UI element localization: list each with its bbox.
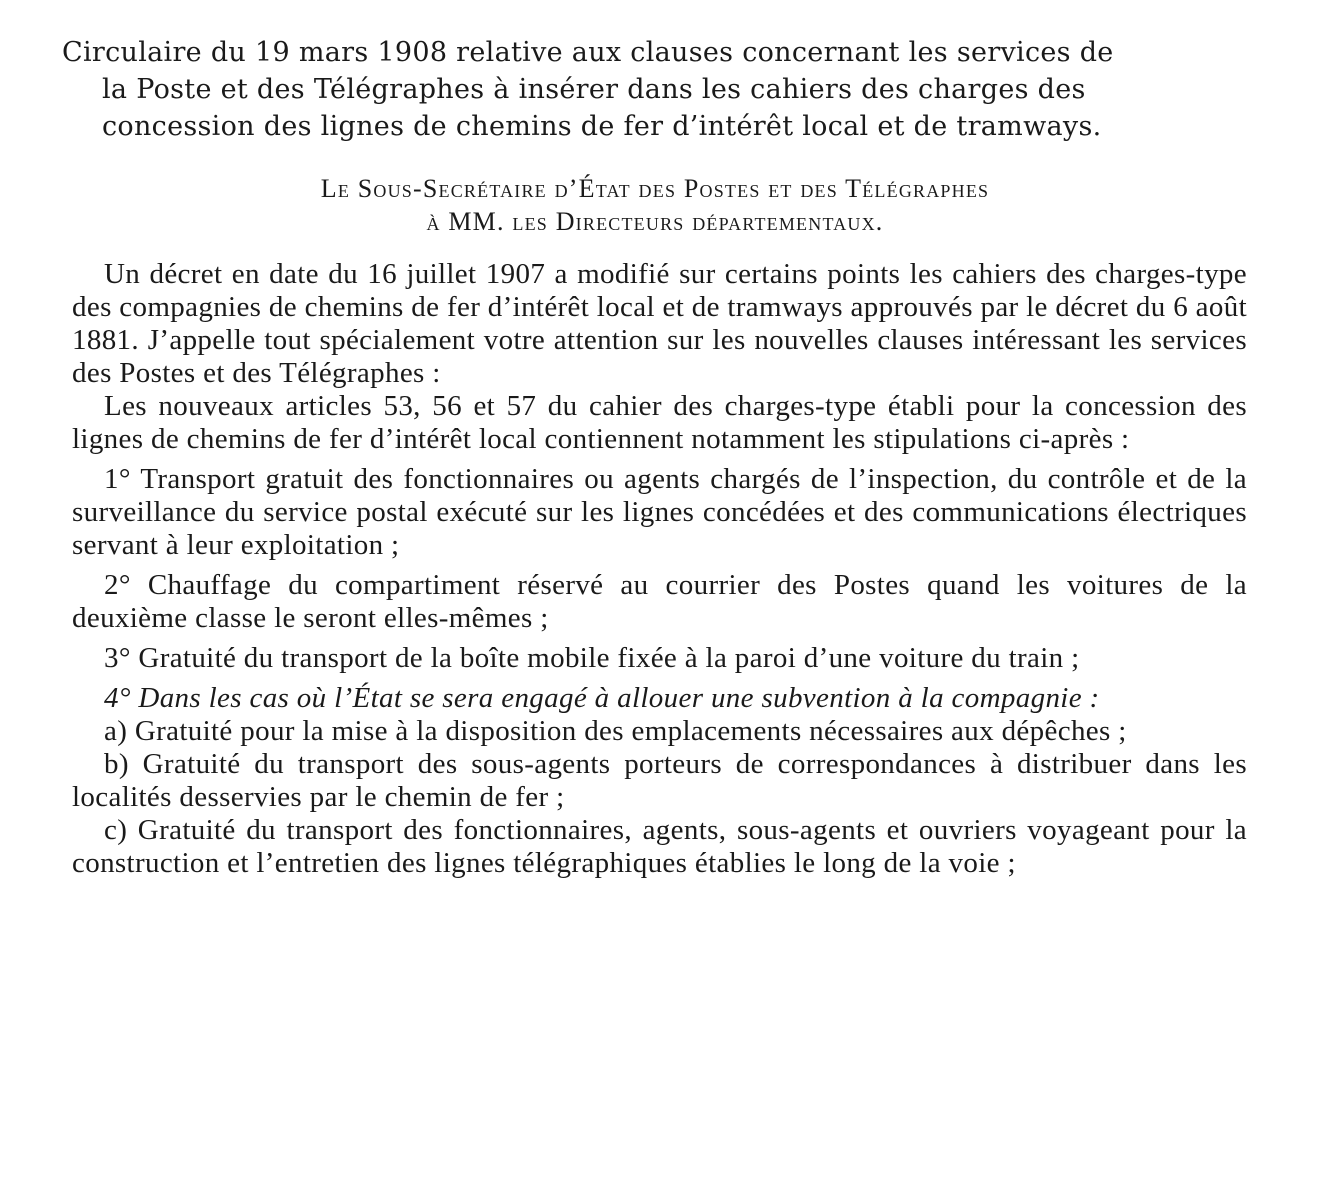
paragraph-decree: Un décret en date du 16 juillet 1907 a modifié sur certains points les cahiers des charges-type des compagnies de chemins de fer d’intérêt local et de tramways approuvés par le décret du 6 août 1881. J’appelle tout spécialement votre attention sur les nouvelles clauses intéressant les services des Postes et des Télégraphes : (72, 258, 1247, 389)
title-line-2: la Poste et des Télégraphes à insérer dans les cahiers des charges des (102, 74, 1086, 105)
addressee-block (0, 172, 1310, 238)
addressee-line-2: à MM. les Directeurs départementaux. (426, 207, 884, 236)
circular-body (72, 258, 1247, 880)
list-item-4: 4° Dans les cas où l’État se sera engagé à allouer une subvention à la compagnie : (104, 682, 1100, 714)
title-line-1: Circulaire du 19 mars 1908 relative aux clauses concernant les services de (62, 37, 1114, 68)
list-item-b: b) Gratuité du transport des sous-agents porteurs de correspondances à distribuer dans les localités desservies par le chemin de fer ; (72, 748, 1247, 813)
list-item-1: 1° Transport gratuit des fonctionnaires ou agents chargés de l’inspection, du contrôle et de la surveillance du service postal exécuté sur les lignes concédées et des communications électriques servant à leur exploitation ; (72, 463, 1247, 561)
list-item-3: 3° Gratuité du transport de la boîte mobile fixée à la paroi d’une voiture du train ; (104, 642, 1080, 674)
list-item-a: a) Gratuité pour la mise à la disposition des emplacements nécessaires aux dépêches ; (104, 715, 1127, 747)
paragraph-articles: Les nouveaux articles 53, 56 et 57 du cahier des charges-type établi pour la concession des lignes de chemins de fer d’intérêt local contiennent notamment les stipulations ci-après : (72, 390, 1247, 455)
list-item-2: 2° Chauffage du compartiment réservé au courrier des Postes quand les voitures de la deuxième classe le seront elles-mêmes ; (72, 569, 1247, 634)
title-line-3: concession des lignes de chemins de fer d’intérêt local et de tramways. (102, 111, 1102, 142)
circular-title (62, 34, 1262, 145)
addressee-line-1: Le Sous-Secrétaire d’État des Postes et des Télégraphes (320, 174, 990, 203)
list-item-c: c) Gratuité du transport des fonctionnaires, agents, sous-agents et ouvriers voyageant pour la construction et l’entretien des lignes télégraphiques établies le long de la voie ; (72, 814, 1247, 879)
